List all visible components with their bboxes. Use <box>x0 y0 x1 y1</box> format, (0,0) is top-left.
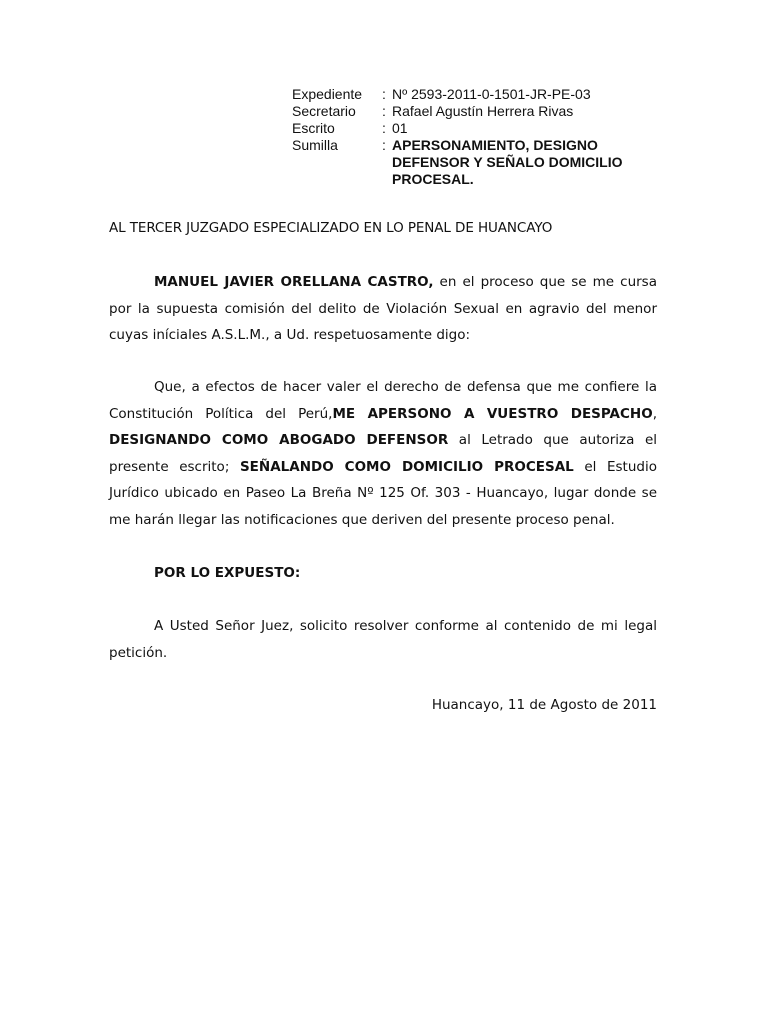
sumilla-value <box>392 137 672 188</box>
section-heading: POR LO EXPUESTO: <box>154 565 301 581</box>
sumilla-line: PROCESAL. <box>392 171 474 187</box>
text-fragment: , <box>652 405 657 422</box>
text-fragment: el Estudio <box>573 458 657 475</box>
client-name: MANUEL JAVIER ORELLANA CASTRO, <box>154 274 434 290</box>
text-line: por la supuesta comisión del delito de Violación Sexual en agravio del menor <box>109 300 657 317</box>
text-line: me harán llegar las notificaciones que deriven del presente proceso penal. <box>109 511 615 528</box>
place-date: Huancayo, 11 de Agosto de 2011 <box>431 697 657 713</box>
text-line <box>109 401 657 428</box>
separator: : <box>382 86 386 102</box>
separator: : <box>382 120 386 136</box>
expediente-label: Expediente <box>292 86 363 102</box>
separator: : <box>382 137 386 153</box>
text-line: A Usted Señor Juez, solicito resolver conforme al contenido de mi legal <box>154 618 657 634</box>
sumilla-line: DEFENSOR Y SEÑALO DOMICILIO <box>392 154 623 170</box>
sumilla-line: APERSONAMIENTO, DESIGNO <box>392 137 598 153</box>
escrito-value: 01 <box>392 120 408 136</box>
bold-phrase: ME APERSONO A VUESTRO DESPACHO <box>332 405 653 422</box>
bold-phrase: DESIGNANDO COMO ABOGADO DEFENSOR <box>109 432 449 448</box>
text-fragment: en el proceso que se me cursa <box>433 274 657 290</box>
expediente-value: Nº 2593-2011-0-1501-JR-PE-03 <box>392 86 591 102</box>
secretario-value: Rafael Agustín Herrera Rivas <box>392 103 574 119</box>
secretario-row <box>292 103 672 120</box>
text-line <box>109 427 657 454</box>
text-line <box>109 454 657 481</box>
sumilla-label: Sumilla <box>292 137 338 153</box>
secretario-label: Secretario <box>292 103 356 119</box>
bold-phrase: SEÑALANDO COMO DOMICILIO PROCESAL <box>239 458 574 475</box>
addressee: AL TERCER JUZGADO ESPECIALIZADO EN LO PENAL DE HUANCAYO <box>109 220 553 236</box>
text-fragment: al Letrado que autoriza el <box>448 432 657 448</box>
paragraph-introduction <box>109 269 657 349</box>
text-line: petición. <box>109 644 168 661</box>
text-line: Jurídico ubicado en Paseo La Breña Nº 125 Of. 303 - Huancayo, lugar donde se <box>109 485 657 501</box>
escrito-label: Escrito <box>292 120 335 136</box>
text-fragment: Constitución Política del Perú, <box>109 405 333 422</box>
paragraph-request <box>109 613 657 666</box>
text-line: Que, a efectos de hacer valer el derecho de defensa que me confiere la <box>154 379 657 395</box>
case-header <box>292 86 672 188</box>
sumilla-row <box>292 137 672 188</box>
paragraph-petition <box>109 374 657 533</box>
text-line: cuyas iníciales A.S.L.M., a Ud. respetuosamente digo: <box>109 327 471 343</box>
text-line <box>109 269 657 296</box>
expediente-row <box>292 86 672 103</box>
text-fragment: presente escrito; <box>109 458 240 475</box>
escrito-row <box>292 120 672 137</box>
separator: : <box>382 103 386 119</box>
